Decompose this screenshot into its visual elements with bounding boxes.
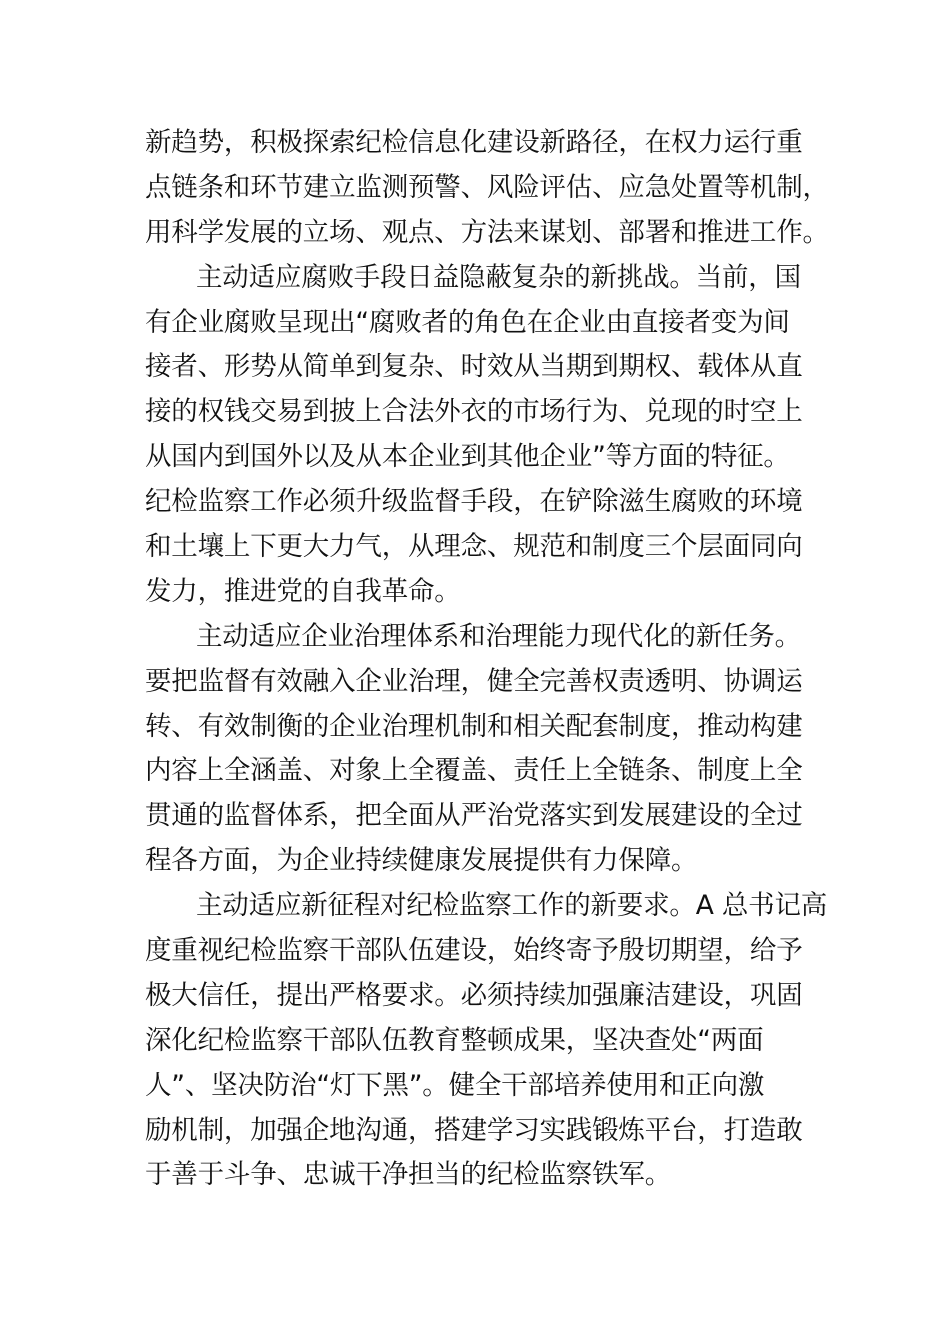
text-line: 于善于斗争、忠诚干净担当的纪检监察铁军。 [145, 1159, 671, 1191]
text-line: 人”、坚决防治“灯下黑”。健全干部培养使用和正向激 [145, 1069, 765, 1101]
document-body [145, 121, 829, 1198]
text-line: 内容上全涵盖、对象上全覆盖、责任上全链条、制度上全 [145, 755, 803, 787]
text-line: 度重视纪检监察干部队伍建设，始终寄予殷切期望，给予 [145, 935, 803, 967]
text-line: 贯通的监督体系，把全面从严治党落实到发展建设的全过 [145, 800, 803, 832]
text-line: 用科学发展的立场、观点、方法来谋划、部署和推进工作。 [145, 216, 829, 248]
text-line: 要把监督有效融入企业治理，健全完善权责透明、协调运 [145, 665, 803, 697]
text-line: 接者、形势从简单到复杂、时效从当期到期权、载体从直 [145, 351, 803, 383]
text-line: 接的权钱交易到披上合法外衣的市场行为、兑现的时空上 [145, 396, 803, 428]
text-line: 深化纪检监察干部队伍教育整顿成果，坚决查处“两面 [145, 1024, 764, 1056]
text-line: 从国内到国外以及从本企业到其他企业”等方面的特征。 [145, 441, 790, 473]
text-line: 励机制，加强企地沟通，搭建学习实践锻炼平台，打造敢 [145, 1114, 803, 1146]
paragraph-heading-line: 主动适应新征程对纪检监察工作的新要求。A 总书记高 [196, 890, 828, 922]
text-line: 转、有效制衡的企业治理机制和相关配套制度，推动构建 [145, 710, 803, 742]
text-line: 新趋势，积极探索纪检信息化建设新路径，在权力运行重 [145, 127, 803, 158]
text-line: 极大信任，提出严格要求。必须持续加强廉洁建设，巩固 [145, 979, 803, 1011]
paragraph-heading-line: 主动适应腐败手段日益隐蔽复杂的新挑战。当前，国 [196, 261, 801, 293]
text-line: 点链条和环节建立监测预警、风险评估、应急处置等机制， [145, 171, 829, 203]
text-line: 程各方面，为企业持续健康发展提供有力保障。 [145, 845, 698, 877]
text-line: 有企业腐败呈现出“腐败者的角色在企业由直接者变为间 [145, 306, 790, 338]
text-line: 和土壤上下更大力气，从理念、规范和制度三个层面同向 [145, 531, 803, 563]
text-line: 发力，推进党的自我革命。 [145, 575, 461, 607]
text-line: 纪检监察工作必须升级监督手段，在铲除滋生腐败的环境 [145, 486, 803, 518]
paragraph-heading-line: 主动适应企业治理体系和治理能力现代化的新任务。 [196, 620, 801, 652]
